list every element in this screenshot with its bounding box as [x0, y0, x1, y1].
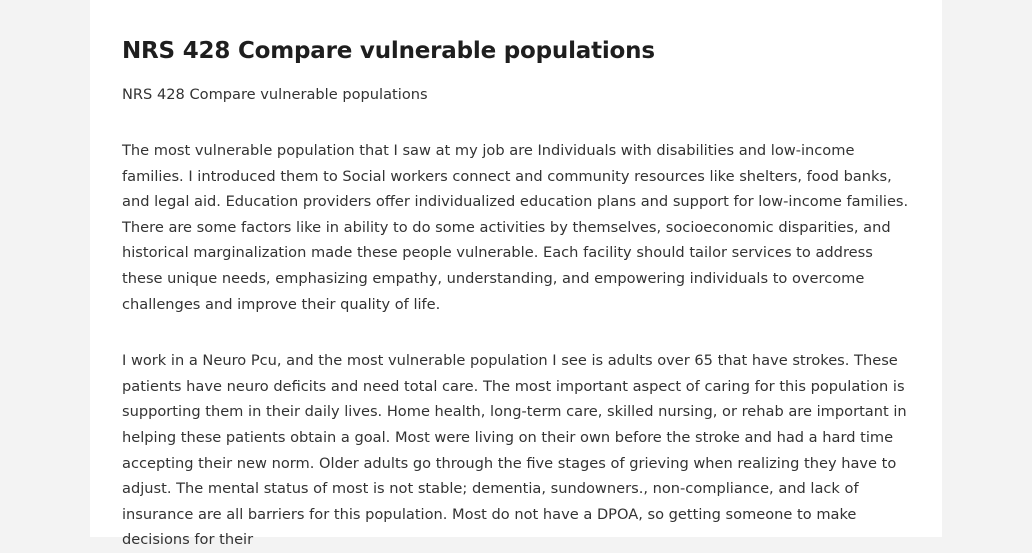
- page-title: NRS 428 Compare vulnerable populations: [122, 38, 655, 64]
- paragraph-2: I work in a Neuro Pcu, and the most vulnerable population I see is adults over 65 that have strokes. These patients have neuro deficits and need total care. The most important aspect of caring for this population is supporting them in their daily lives. Home health, long-term care, skilled nursing, or rehab are important in helping these patients obtain a goal. Most were living on their own before the stroke and had a hard time accepting their new norm. Older adults go through the five stages of grieving when realizing they have to adjust. The mental status of most is not stable; dementia, sundowners., non-compliance, and lack of insurance are all barriers for this population. Most do not have a DPOA, so getting someone to make decisions for their: [122, 352, 907, 549]
- article-content: [122, 36, 912, 553]
- paragraph-1: The most vulnerable population that I saw at my job are Individuals with disabilities and low-income families. I introduced them to Social workers connect and community resources like shelters, food banks, and legal aid. Education providers offer individualized education plans and support for low-income families. There are some factors like in ability to do some activities by themselves, socioeconomic disparities, and historical marginalization made these people vulnerable. Each facility should tailor services to address these unique needs, emphasizing empathy, understanding, and empowering individuals to overcome challenges and improve their quality of life.: [122, 142, 909, 313]
- page-subtitle: NRS 428 Compare vulnerable populations: [122, 86, 428, 103]
- article-card: [90, 0, 942, 549]
